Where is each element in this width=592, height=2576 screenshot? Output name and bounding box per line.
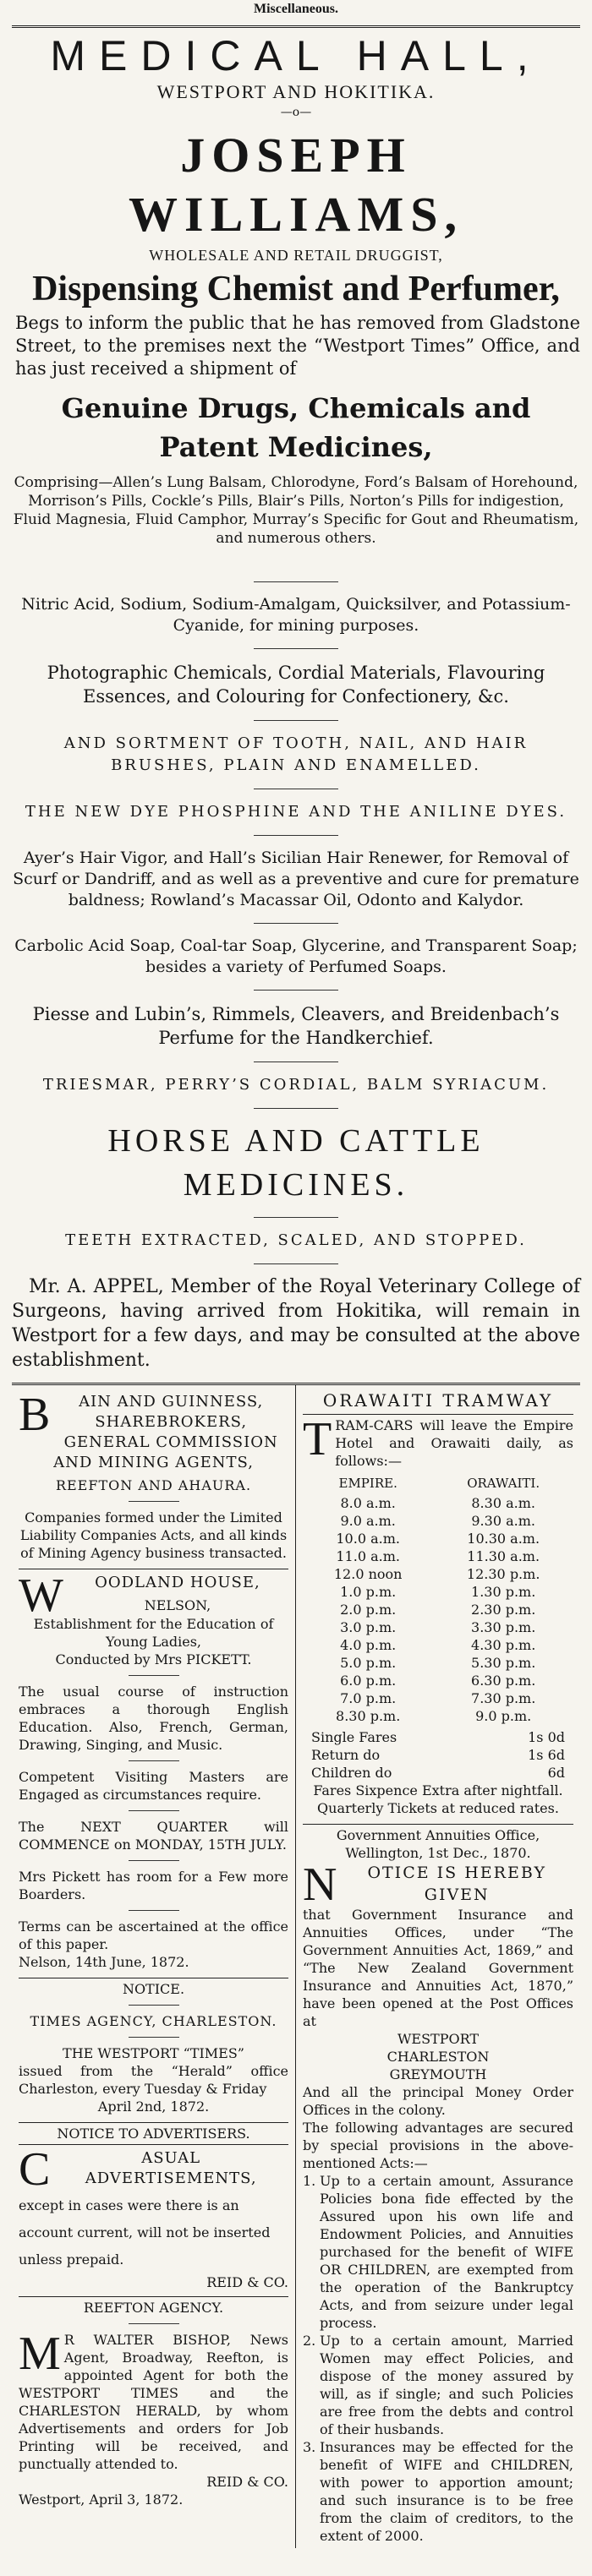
- notice-agency: TIMES AGENCY, CHARLESTON.: [30, 2013, 277, 2029]
- separator: [129, 1501, 179, 1502]
- empire-time: 8.30 p.m.: [336, 1708, 401, 1724]
- annuities-place-2: CHARLESTON: [386, 2049, 490, 2065]
- advertisers-sig: REID & CO.: [206, 2274, 288, 2290]
- orawaiti-time: 1.30 p.m.: [471, 1584, 536, 1600]
- timetable-row: [303, 1618, 573, 1636]
- point-number: 2.: [303, 2333, 316, 2349]
- comprising-text: Comprising—Allen’s Lung Balsam, Chlorodyne, Ford’s Balsam of Horehound, Morrison’s Pills, Cockle’s Pills, Blair’s Pills, Norton’s Pills for indigestion, Fluid Magnesia, Fluid Camphor, Murray’s Specific for Gout and Rheumatism, and numerous others.: [13, 474, 579, 547]
- left-column: [12, 1385, 296, 2548]
- annuities-point: [303, 2332, 573, 2438]
- separator: [129, 1810, 179, 1811]
- fare-list: [303, 1728, 573, 1782]
- item-triesmar: TRIESMAR, PERRY’S CORDIAL, BALM SYRIACUM.: [42, 1076, 550, 1094]
- fare-label: Return do: [311, 1747, 381, 1763]
- fare-row: [303, 1764, 573, 1782]
- right-column: [296, 1385, 580, 2548]
- point-text: Insurances may be effected for the benefit of WIFE and CHILDREN, with power to apportion amount; and such insurance is to be free from the claim of creditors, to the extent of 2000.: [320, 2439, 573, 2544]
- woodland-place: NELSON,: [144, 1597, 211, 1613]
- timetable-row: [303, 1654, 573, 1672]
- separator: [129, 1860, 179, 1861]
- orawaiti-time: 4.30 p.m.: [471, 1637, 536, 1653]
- woodland-heading: OODLAND HOUSE,: [95, 1574, 260, 1591]
- item-hair: Ayer’s Hair Vigor, and Hall’s Sicilian Hair Renewer, for Removal of Scurf or Dandriff, and as well as a preventive and cure for premature baldness; Rowland’s Macassar Oil, Odonto and Kalydor.: [13, 849, 579, 909]
- hall-location: WESTPORT AND HOKITIKA.: [156, 81, 436, 102]
- item-soap: Carbolic Acid Soap, Coal-tar Soap, Glycerine, and Transparent Soap; besides a variety of Perfumed Soaps.: [14, 936, 578, 976]
- timetable: [303, 1473, 573, 1725]
- advertisers-advert: [19, 2125, 288, 2291]
- empire-time: 6.0 p.m.: [340, 1673, 397, 1689]
- fare-row: [303, 1746, 573, 1764]
- orawaiti-time: 12.30 p.m.: [466, 1566, 540, 1582]
- notice-advert: [19, 1980, 288, 2115]
- separator: [254, 835, 338, 836]
- separator: [129, 1760, 179, 1761]
- notice-text: issued from the “Herald” office Charleston, every Tuesday & Friday: [19, 2063, 288, 2097]
- separator: [129, 1910, 179, 1911]
- divider: [19, 2296, 288, 2297]
- annuities-point: [303, 2172, 573, 2332]
- timetable-row: [303, 1530, 573, 1547]
- drop-cap: M: [19, 2328, 61, 2380]
- empire-time: 1.0 p.m.: [340, 1584, 397, 1600]
- advertisers-title: NOTICE TO ADVERTISERS.: [57, 2126, 250, 2142]
- fare-price: 6d: [547, 1765, 565, 1781]
- firm-subtitle: Dispensing Chemist and Perfumer,: [32, 270, 560, 308]
- point-text: Up to a certain amount, Married Women may effect Policies, and dispose of the money assured by will, as if single; and such Policies are free from the debts and control of their husbands.: [320, 2333, 573, 2437]
- tramway-text: RAM-CARS will leave the Empire Hotel and Orawaiti daily, as follows:—: [335, 1417, 573, 1469]
- horse-cattle-heading: HORSE AND CATTLE MEDICINES.: [107, 1123, 485, 1203]
- timetable-row: [303, 1636, 573, 1654]
- woodland-by: Conducted by Mrs PICKETT.: [55, 1651, 252, 1667]
- separator: [129, 2037, 179, 2038]
- annuities-text-2: And all the principal Money Order Offices in the colony.: [303, 2084, 573, 2118]
- separator: [254, 1108, 338, 1109]
- firm-intro: Begs to inform the public that he has removed from Gladstone Street, to the premises next the “Westport Times” Office, and has just received a shipment of: [15, 313, 580, 379]
- orawaiti-time: 3.30 p.m.: [471, 1619, 536, 1635]
- orawaiti-time: 6.30 p.m.: [471, 1673, 536, 1689]
- advertisers-heading: ASUAL ADVERTISEMENTS,: [85, 2149, 257, 2187]
- woodland-masters: Competent Visiting Masters are Engaged as circumstances require.: [19, 1769, 288, 1803]
- empire-time: 9.0 a.m.: [340, 1513, 396, 1529]
- fare-label: Single Fares: [311, 1729, 397, 1745]
- firm-trade: WHOLESALE AND RETAIL DRUGGIST,: [149, 247, 443, 264]
- divider: [303, 1824, 573, 1825]
- firm-name: JOSEPH WILLIAMS,: [129, 128, 463, 242]
- divider: [12, 25, 580, 28]
- woodland-course: The usual course of instruction embraces a thorough English Education. Also, French, German, Drawing, Singing, and Music.: [19, 1684, 288, 1753]
- annuities-point: [303, 2438, 573, 2545]
- fare-label: Children do: [311, 1765, 392, 1781]
- annuities-place-1: WESTPORT: [397, 2031, 480, 2047]
- orawaiti-time: 11.30 a.m.: [467, 1548, 540, 1564]
- timetable-row: [303, 1583, 573, 1601]
- item-dyes: THE NEW DYE PHOSPHINE AND THE ANILINE DYES.: [25, 803, 567, 821]
- empire-time: 5.0 p.m.: [340, 1655, 397, 1671]
- empire-time: 4.0 p.m.: [340, 1637, 397, 1653]
- notice-date: April 2nd, 1872.: [97, 2098, 210, 2115]
- bain-text: Companies formed under the Limited Liability Companies Acts, and all kinds of Mining Agency business transacted.: [19, 1509, 288, 1561]
- separator: [254, 990, 338, 991]
- reefton-advert: [19, 2299, 288, 2508]
- drop-cap: C: [19, 2143, 51, 2196]
- empire-time: 12.0 noon: [333, 1566, 403, 1582]
- bain-heading: AIN AND GUINNESS, SHAREBROKERS, GENERAL COMMISSION AND MINING AGENTS,: [53, 1393, 278, 1471]
- fare-price: 1s 0d: [528, 1729, 565, 1745]
- two-column-section: [12, 1383, 580, 2548]
- tramway-quarterly: Quarterly Tickets at reduced rates.: [317, 1800, 559, 1816]
- advertisers-text-1: except in cases were there is an: [19, 2197, 239, 2213]
- separator: [254, 1217, 338, 1218]
- annuities-text: that Government Insurance and Annuities Offices, under “The Government Annuities Act, 1869,” and “The New Zealand Government Insurance and Annuities Act, 1870,” have been opened at the Post Offices at: [303, 1907, 573, 2029]
- tramway-title: ORAWAITI TRAMWAY: [322, 1390, 554, 1411]
- woodland-quarter: The NEXT QUARTER will COMMENCE on MONDAY, 15TH JULY.: [19, 1819, 288, 1853]
- separator: [129, 2323, 179, 2324]
- woodland-room: Mrs Pickett has room for a Few more Boarders.: [19, 1869, 288, 1902]
- timetable-header-orawaiti: ORAWAITI.: [467, 1476, 540, 1491]
- orawaiti-time: 8.30 a.m.: [471, 1495, 535, 1511]
- annuities-advert: [303, 1826, 573, 2545]
- section-header: Miscellaneous.: [254, 2, 338, 16]
- tramway-extra: Fares Sixpence Extra after nightfall.: [313, 1782, 563, 1798]
- timetable-row: [303, 1672, 573, 1689]
- separator: [254, 923, 338, 924]
- timetable-row: [303, 1547, 573, 1565]
- annuities-place-3: GREYMOUTH: [389, 2066, 487, 2082]
- timetable-row: [303, 1494, 573, 1512]
- appel-notice: Mr. A. APPEL, Member of the Royal Veterinary College of Surgeons, having arrived from Hokitika, will remain in Westport for a few days, and may be consulted at the above establishment.: [12, 1276, 580, 1371]
- item-photographic: Photographic Chemicals, Cordial Materials, Flavouring Essences, and Colouring for Confectionery, &c.: [47, 663, 545, 707]
- timetable-row: [303, 1512, 573, 1530]
- notice-paper: THE WESTPORT “TIMES”: [63, 2045, 244, 2061]
- fare-row: [303, 1728, 573, 1746]
- orawaiti-time: 9.0 p.m.: [475, 1708, 532, 1724]
- orawaiti-time: 2.30 p.m.: [471, 1602, 536, 1618]
- orawaiti-time: 5.30 p.m.: [471, 1655, 536, 1671]
- separator: [254, 720, 338, 721]
- item-perfume: Piesse and Lubin’s, Rimmels, Cleavers, and Breidenbach’s Perfume for the Handkerchief.: [32, 1004, 560, 1048]
- reefton-date: Westport, April 3, 1872.: [19, 2491, 184, 2508]
- separator: [254, 648, 338, 649]
- annuities-date: Wellington, 1st Dec., 1870.: [345, 1845, 531, 1861]
- woodland-date: Nelson, 14th June, 1872.: [19, 1954, 189, 1970]
- separator: [254, 581, 338, 582]
- drop-cap: W: [19, 1569, 63, 1622]
- empire-time: 8.0 a.m.: [340, 1495, 396, 1511]
- separator: [129, 2005, 179, 2006]
- point-number: 1.: [303, 2173, 316, 2189]
- empire-time: 3.0 p.m.: [340, 1619, 397, 1635]
- drop-cap: N: [303, 1858, 337, 1911]
- orawaiti-time: 7.30 p.m.: [471, 1690, 536, 1706]
- annuities-office: Government Annuities Office,: [336, 1827, 540, 1843]
- woodland-text: Establishment for the Education of Young Ladies,: [33, 1616, 274, 1650]
- divider: [19, 2144, 288, 2145]
- timetable-row: [303, 1565, 573, 1583]
- reefton-text: R WALTER BISHOP, News Agent, Broadway, Reefton, is appointed Agent for both the WESTPORT TIMES and the CHARLESTON HERALD, by whom Advertisements and orders for Job Printing will be received, and punctually attended to.: [19, 2332, 288, 2472]
- tramway-advert: [303, 1389, 573, 1817]
- drop-cap: T: [303, 1413, 332, 1465]
- separator: [254, 1263, 338, 1264]
- empire-time: 7.0 p.m.: [340, 1690, 397, 1706]
- item-brushes: AND SORTMENT OF TOOTH, NAIL, AND HAIR BRUSHES, PLAIN AND ENAMELLED.: [63, 734, 529, 774]
- notice-title: NOTICE.: [122, 1981, 185, 1997]
- empire-time: 10.0 a.m.: [336, 1531, 400, 1547]
- timetable-row: [303, 1707, 573, 1725]
- reefton-title: REEFTON AGENCY.: [83, 2300, 224, 2316]
- fare-price: 1s 6d: [528, 1747, 565, 1763]
- separator: [129, 1675, 179, 1676]
- teeth-line: TEETH EXTRACTED, SCALED, AND STOPPED.: [65, 1231, 527, 1249]
- orawaiti-time: 9.30 a.m.: [471, 1513, 535, 1529]
- woodland-terms: Terms can be ascertained at the office of this paper.: [19, 1918, 288, 1952]
- empire-time: 2.0 p.m.: [340, 1602, 397, 1618]
- timetable-row: [303, 1689, 573, 1707]
- divider: [303, 1414, 573, 1415]
- advertisers-text-3: unless prepaid.: [19, 2251, 124, 2268]
- point-text: Up to a certain amount, Assurance Policies bona fide effected by the Assured upon his own life and Endowment Policies, and Annuities purchased for the benefit of WIFE OR CHILDREN, are exempted from the operation of the Bankruptcy Acts, and from seizure under legal process.: [320, 2173, 573, 2331]
- ornament: —o—: [280, 106, 312, 119]
- empire-time: 11.0 a.m.: [336, 1548, 400, 1564]
- advertisers-text-2: account current, will not be inserted: [19, 2224, 271, 2240]
- divider: [19, 2122, 288, 2123]
- medical-hall-title: MEDICAL HALL,: [50, 32, 542, 79]
- timetable-row: [303, 1601, 573, 1618]
- woodland-advert: [19, 1569, 288, 1971]
- annuities-heading: OTICE IS HEREBY GIVEN: [367, 1864, 546, 1904]
- gothic-heading: Genuine Drugs, Chemicals and Patent Medicines,: [61, 392, 531, 463]
- orawaiti-time: 10.30 a.m.: [467, 1531, 540, 1547]
- timetable-header-empire: EMPIRE.: [338, 1476, 397, 1491]
- reefton-sig: REID & CO.: [206, 2474, 288, 2490]
- bain-advert: [19, 1389, 288, 1562]
- drop-cap: B: [19, 1389, 51, 1441]
- bain-place: REEFTON AND AHAURA.: [55, 1477, 252, 1493]
- annuities-text-3: The following advantages are secured by special provisions in the above-mentioned Acts:—: [303, 2120, 573, 2171]
- point-number: 3.: [303, 2439, 316, 2455]
- item-nitric: Nitric Acid, Sodium, Sodium-Amalgam, Quicksilver, and Potassium-Cyanide, for mining purposes.: [21, 595, 571, 635]
